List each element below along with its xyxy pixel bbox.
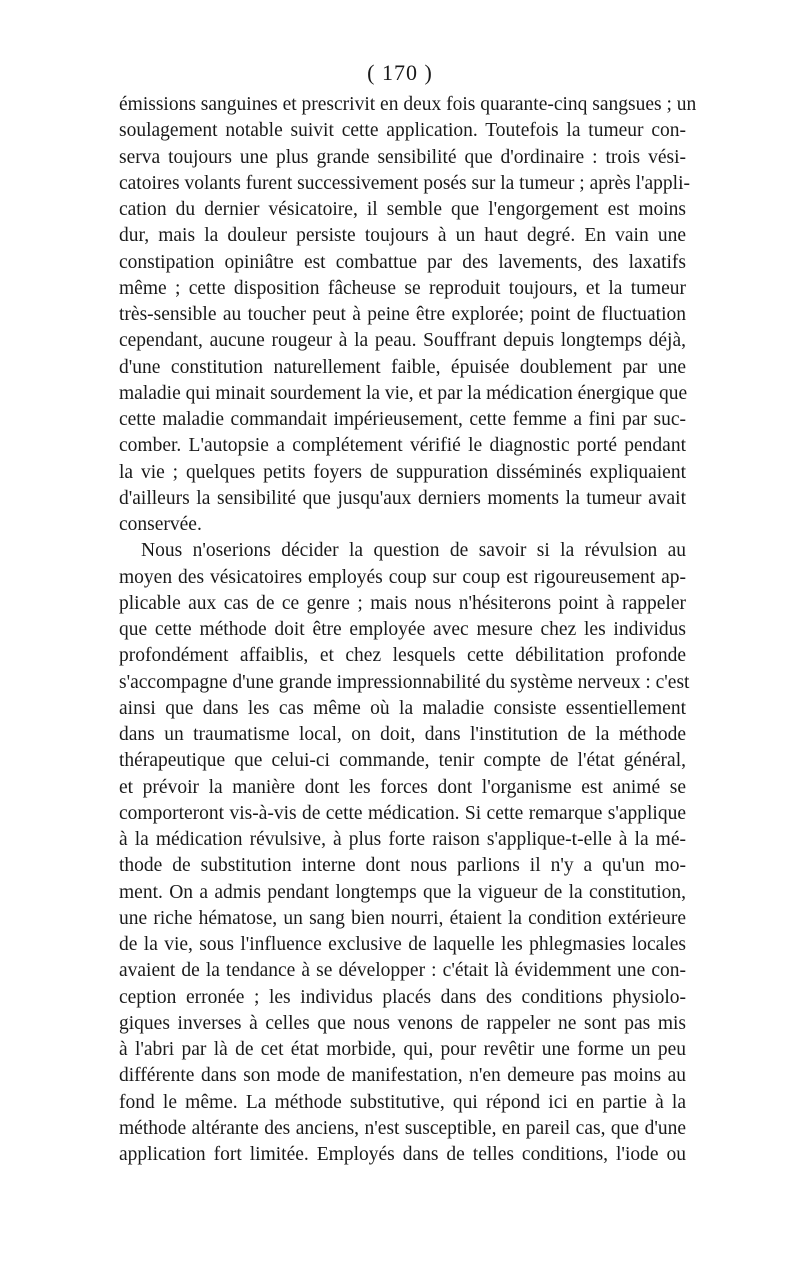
text-line: même ; cette disposition fâcheuse se reproduit toujours, et la tumeur xyxy=(119,277,686,299)
text-line: thérapeutique que celui-ci commande, tenir compte de l'état général, xyxy=(119,750,686,772)
text-line: la vie ; quelques petits foyers de suppuration disséminés expliquaient xyxy=(119,461,686,483)
text-line: à la médication révulsive, à plus forte raison s'applique-t-elle à la mé- xyxy=(119,829,686,850)
text-line: différente dans son mode de manifestation, n'en demeure pas moins au xyxy=(119,1065,686,1087)
paragraph-start-line: Nous n'oserions décider la question de savoir si la révulsion au xyxy=(141,540,686,562)
text-line: une riche hématose, un sang bien nourri, étaient la condition extérieure xyxy=(119,907,686,929)
text-line: fond le même. La méthode substitutive, qui répond ici en partie à la xyxy=(119,1091,686,1113)
text-line: maladie qui minait sourdement la vie, et par la médication énergique que xyxy=(119,382,688,404)
text-line: dans un traumatisme local, on doit, dans l'institution de la méthode xyxy=(119,724,686,745)
text-line: thode de substitution interne dont nous parlions il n'y a qu'un mo- xyxy=(119,855,686,877)
text-line: dur, mais la douleur persiste toujours à un haut degré. En vain une xyxy=(119,225,686,247)
text-line: ainsi que dans les cas même où la maladie consiste essentiellement xyxy=(119,697,686,719)
text-line: d'une constitution naturellement faible, épuisée doublement par une xyxy=(119,356,686,378)
body-text xyxy=(119,92,697,1168)
text-line: cation du dernier vésicatoire, il semble que l'engorgement est moins xyxy=(119,199,686,220)
text-line: d'ailleurs la sensibilité que jusqu'aux derniers moments la tumeur avait xyxy=(119,487,686,509)
text-line: méthode altérante des anciens, n'est susceptible, en pareil cas, que d'une xyxy=(119,1117,686,1139)
text-line: s'accompagne d'une grande impressionnabilité du système nerveux : c'est xyxy=(119,671,690,693)
text-line: moyen des vésicatoires employés coup sur coup est rigoureusement ap- xyxy=(119,566,686,588)
text-line: ment. On a admis pendant longtemps que la vigueur de la constitution, xyxy=(119,881,686,903)
paragraph-end-line: conservée. xyxy=(119,514,202,535)
text-line: constipation opiniâtre est combattue par des lavements, des laxatifs xyxy=(119,251,686,273)
text-line: profondément affaiblis, et chez lesquels cette débilitation profonde xyxy=(119,645,686,667)
text-line: plicable aux cas de ce genre ; mais nous n'hésiterons point à rappeler xyxy=(119,592,686,614)
text-line: application fort limitée. Employés dans de telles conditions, l'iode ou xyxy=(119,1144,686,1165)
text-line: cette maladie commandait impérieusement, cette femme a fini par suc- xyxy=(119,409,686,430)
text-line: catoires volants furent successivement posés sur la tumeur ; après l'appli- xyxy=(119,172,691,194)
text-line: à l'abri par là de cet état morbide, qui, pour revêtir une forme un peu xyxy=(119,1039,686,1060)
text-line: très-sensible au toucher peut à peine être explorée; point de fluctuation xyxy=(119,304,686,325)
text-line: avaient de la tendance à se développer : c'était là évidemment une con- xyxy=(119,960,686,982)
text-line: de la vie, sous l'influence exclusive de laquelle les phlegmasies locales xyxy=(119,934,686,955)
text-line: ception erronée ; les individus placés dans des conditions physiolo- xyxy=(119,986,686,1008)
text-line: comporteront vis-à-vis de cette médication. Si cette remarque s'applique xyxy=(119,802,686,824)
text-line: émissions sanguines et prescrivit en deux fois quarante-cinq sangsues ; un xyxy=(119,94,697,115)
text-line: et prévoir la manière dont les forces dont l'organisme est animé se xyxy=(119,776,686,798)
text-line: serva toujours une plus grande sensibilité que d'ordinaire : trois vési- xyxy=(119,146,686,168)
text-line: soulagement notable suivit cette application. Toutefois la tumeur con- xyxy=(119,120,686,142)
text-line: cependant, aucune rougeur à la peau. Souffrant depuis longtemps déjà, xyxy=(119,330,686,352)
page-number: ( 170 ) xyxy=(367,60,433,85)
text-line: giques inverses à celles que nous venons de rappeler ne sont pas mis xyxy=(119,1012,686,1034)
text-line: que cette méthode doit être employée avec mesure chez les individus xyxy=(119,619,686,640)
text-line: comber. L'autopsie a complétement vérifié le diagnostic porté pendant xyxy=(119,435,686,457)
